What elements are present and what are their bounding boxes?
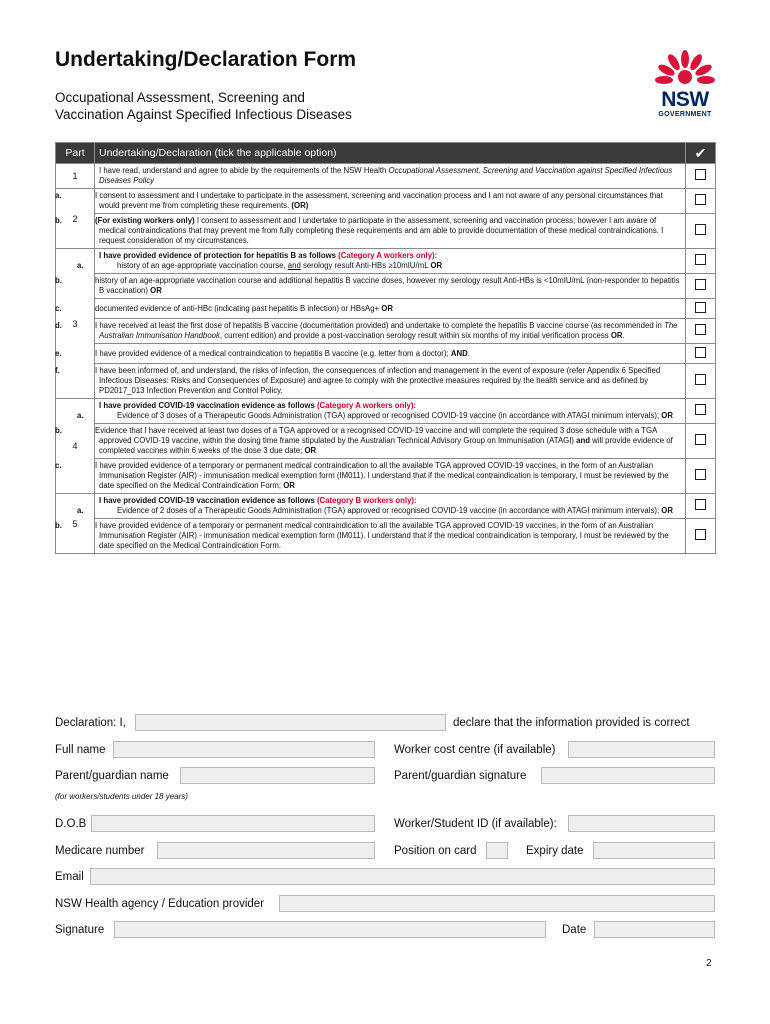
and-label: and	[576, 436, 591, 445]
checkbox-part2b[interactable]	[695, 224, 706, 235]
page-title: Undertaking/Declaration Form	[55, 48, 357, 71]
or-label: (OR)	[291, 201, 309, 210]
option-text: I consent to assessment and I undertake to participate in the assessment, screening and vaccination process and I am not aware of any personal circumstances that would prevent me from completing these requirements.	[95, 191, 663, 210]
agency-input[interactable]	[279, 895, 715, 912]
part1-text	[95, 164, 686, 189]
option-text: documented evidence of anti-HBc (indicating past hepatitis B infection) or HBsAg+	[95, 304, 382, 313]
checkbox-part3b[interactable]	[695, 279, 706, 290]
parent-name-label: Parent/guardian name	[55, 770, 169, 782]
part3b-text	[55, 274, 686, 299]
col-header-part: Part	[56, 143, 95, 164]
checkbox-part3f[interactable]	[695, 374, 706, 385]
section-intro: I have provided evidence of protection for hepatitis B as follows	[99, 251, 339, 260]
agency-label: NSW Health agency / Education provider	[55, 898, 265, 910]
col-header-undertaking: Undertaking/Declaration (tick the applicable option)	[95, 143, 686, 164]
full-name-input[interactable]	[113, 741, 375, 758]
logo-subtext: GOVERNMENT	[658, 111, 712, 118]
expiry-input[interactable]	[593, 842, 715, 859]
parent-signature-input[interactable]	[541, 767, 715, 784]
nsw-government-logo	[648, 50, 722, 122]
option-text: Evidence that I have received at least two doses of a TGA approved or a recognised COVID-19 vaccine and will complete the required 3 dose schedule with a TGA approved COVID-19 vaccine, within the dosing time frame stipulated by the Australian Technical Advisory Group on Immunisation (ATAGI)	[95, 426, 657, 445]
email-label: Email	[55, 871, 84, 883]
handbook-name: The Australian Immunisation Handbook	[99, 321, 678, 340]
part-number: 3	[56, 249, 95, 399]
table-row	[56, 519, 716, 554]
undertaking-table	[55, 142, 716, 554]
table-row	[56, 319, 716, 344]
section-intro: I have provided COVID-19 vaccination evidence as follows	[99, 496, 317, 505]
table-row	[56, 299, 716, 319]
or-label: OR	[610, 331, 623, 340]
option-text: I have provided evidence of a temporary or permanent medical contraindication to all the available TGA approved COVID-19 vaccines, in the form of an Australian Immunisation Register (AIR) - immunisation medical exemption form (IM011). I understand that if the medical contraindication is temporary, I must be reviewed by the date specified on the Medical Contraindication Form.	[95, 521, 669, 550]
cost-centre-label: Worker cost centre (if available)	[394, 744, 556, 756]
position-input[interactable]	[486, 842, 508, 859]
or-label: OR	[661, 411, 673, 420]
option-text: I consent to assessment and I undertake to participate in the assessment, screening and vaccination process; however I am aware of medical contraindications that may prevent me from fully completing these requirements and am able to provide documentation of these medical contraindications. I request consideration of my circumstances.	[99, 216, 664, 245]
option-text: history of an age-appropriate vaccination course,	[117, 261, 288, 270]
option-label: a.	[77, 411, 84, 420]
worker-id-input[interactable]	[568, 815, 715, 832]
or-label: OR	[283, 481, 295, 490]
or-label: OR	[661, 506, 673, 515]
part-number: 1	[56, 164, 95, 189]
part-number: 2	[56, 189, 95, 249]
option-label: f.	[55, 366, 60, 375]
option-label: c.	[55, 304, 62, 313]
and-label: and	[287, 261, 301, 270]
page-number: 2	[706, 958, 712, 969]
part1-text-main: I have read, understand and agree to abide by the requirements of the NSW Health	[99, 166, 389, 175]
under18-note: (for workers/students under 18 years)	[55, 792, 188, 801]
dob-label: D.O.B	[55, 818, 87, 830]
part2b-text	[55, 214, 686, 249]
part2a-text	[55, 189, 686, 214]
section-intro: I have provided COVID-19 vaccination evidence as follows	[99, 401, 317, 410]
part-number: 4	[56, 399, 95, 494]
checkbox-part1[interactable]	[695, 169, 706, 180]
date-input[interactable]	[594, 921, 715, 938]
or-label: OR	[150, 286, 162, 295]
table-row	[56, 189, 716, 214]
option-text: I have been informed of, and understand, the risks of infection, the consequences of infection and management in the event of exposure (refer Appendix 6 Specified Infectious Diseases: Risks and Consequences of Exposure) and agree to comply with the protective measures required by the health service and as defined by PD2017_013 Infection Prevention and Control Policy.	[95, 366, 661, 395]
table-row	[56, 424, 716, 459]
worker-id-label: Worker/Student ID (if available):	[394, 818, 557, 830]
punctuation: .	[622, 331, 625, 340]
declaration-label: Declaration: I,	[55, 717, 126, 729]
or-label: OR	[381, 304, 393, 313]
and-label: AND	[450, 349, 468, 358]
page-subtitle-line1: Occupational Assessment, Screening and	[55, 90, 305, 105]
option-label: b.	[55, 521, 62, 530]
expiry-label: Expiry date	[526, 845, 584, 857]
table-row	[56, 344, 716, 364]
part4a-text	[77, 399, 686, 424]
option-label: b.	[55, 426, 62, 435]
part3d-text	[55, 319, 686, 344]
option-label: d.	[55, 321, 62, 330]
table-row	[56, 274, 716, 299]
part4b-text	[55, 424, 686, 459]
position-label: Position on card	[394, 845, 477, 857]
checkbox-part4a[interactable]	[695, 404, 706, 415]
checkbox-part3c[interactable]	[695, 302, 706, 313]
part3c-text	[55, 299, 686, 319]
declaration-name-input[interactable]	[135, 714, 446, 731]
category-label: (Category B workers only):	[316, 496, 417, 505]
table-row	[56, 164, 716, 189]
declaration-suffix: declare that the information provided is correct	[453, 717, 690, 729]
part3e-text	[55, 344, 686, 364]
signature-input[interactable]	[114, 921, 546, 938]
option-text: serology result Anti-HBs ≥10mIU/mL	[300, 261, 431, 270]
option-label: a.	[55, 191, 62, 200]
table-row	[56, 214, 716, 249]
checkbox-part4b[interactable]	[695, 434, 706, 445]
option-text: history of an age-appropriate vaccination course and additional hepatitis B vaccine doses, however my serology result Anti-HBs is <10mIU/mL (non-responder to hepatitis B vaccination)	[95, 276, 680, 295]
option-text: Evidence of 3 doses of a Therapeutic Goods Administration (TGA) approved or recognised COVID-19 vaccine (in accordance with ATAGI minimum intervals);	[117, 411, 662, 420]
table-row	[56, 249, 716, 274]
option-text: I have received at least the first dose of hepatitis B vaccine (documentation provided) and undertake to complete the hepatitis B vaccine course (as recommended in	[95, 321, 665, 330]
part3f-text	[55, 364, 686, 399]
page-subtitle-line2: Vaccination Against Specified Infectious Diseases	[55, 107, 352, 122]
checkmark-icon: ✔	[686, 143, 716, 164]
table-row	[56, 494, 716, 519]
option-text: , current edition) and provide a post-vaccination serology result within six months of my initial verification process	[219, 331, 611, 340]
table-row	[56, 399, 716, 424]
checkbox-part3e[interactable]	[695, 347, 706, 358]
medicare-label: Medicare number	[55, 845, 145, 857]
signature-label: Signature	[55, 924, 105, 936]
category-label: (Category A workers only):	[338, 251, 438, 260]
checkbox-part5a[interactable]	[695, 499, 706, 510]
checkbox-part2a[interactable]	[695, 194, 706, 205]
part4c-text	[55, 459, 686, 494]
policy-name: Occupational Assessment, Screening and Vaccination against Specified Infectious Diseases Policy	[99, 166, 673, 185]
cost-centre-input[interactable]	[568, 741, 715, 758]
option-text: I have provided evidence of a medical contraindication to hepatitis B vaccine (e.g. letter from a doctor);	[95, 349, 451, 358]
email-input[interactable]	[90, 868, 715, 885]
dob-input[interactable]	[91, 815, 375, 832]
waratah-flower-icon	[648, 50, 722, 90]
part5a-text	[77, 494, 686, 519]
table-row	[56, 459, 716, 494]
option-text: Evidence of 2 doses of a Therapeutic Goods Administration (TGA) approved or recognised COVID-19 vaccine (in accordance with ATAGI minimum intervals);	[117, 506, 662, 515]
option-label: c.	[55, 461, 62, 470]
or-label: OR	[304, 446, 317, 455]
option-label: b.	[55, 276, 62, 285]
option-text: I have provided evidence of a temporary or permanent medical contraindication to all the available TGA approved COVID-19 vaccines, in the form of an Australian Immunisation Register (AIR) - immunisation medical exemption form (IM011). I understand that if the medical contraindication is temporary, I must be reviewed by the date specified on the Medical Contraindication Form;	[95, 461, 669, 490]
table-header-row	[56, 143, 716, 164]
option-label: b.	[55, 216, 62, 225]
date-label: Date	[562, 924, 587, 936]
checkbox-part4c[interactable]	[695, 469, 706, 480]
punctuation: .	[467, 349, 470, 358]
table-row	[56, 364, 716, 399]
existing-workers-label: (For existing workers only)	[95, 216, 195, 225]
parent-signature-label: Parent/guardian signature	[394, 770, 527, 782]
checkbox-part5b[interactable]	[695, 529, 706, 540]
option-text: will provide evidence of completed vaccines within 6 weeks of the dose 3 due date;	[99, 436, 673, 455]
logo-text: NSW	[661, 88, 709, 111]
option-label: a.	[77, 506, 84, 515]
full-name-label: Full name	[55, 744, 106, 756]
part3a-text	[77, 249, 686, 274]
or-label: OR	[430, 261, 443, 270]
checkbox-part3a[interactable]	[695, 254, 706, 265]
part5b-text	[55, 519, 686, 554]
part-number: 5	[56, 494, 95, 554]
checkbox-part3d[interactable]	[695, 324, 706, 335]
category-label: (Category A workers only):	[316, 401, 417, 410]
option-label: a.	[77, 261, 84, 270]
parent-name-input[interactable]	[180, 767, 375, 784]
option-label: e.	[55, 349, 62, 358]
medicare-input[interactable]	[157, 842, 375, 859]
